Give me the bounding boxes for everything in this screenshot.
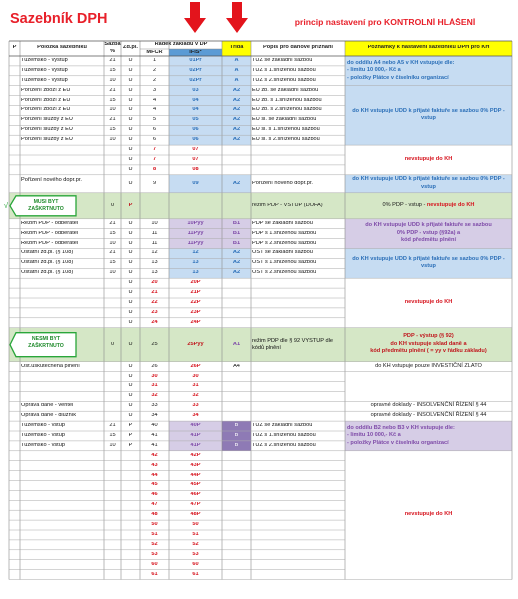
row-mfcr: 52 [151, 541, 158, 547]
row-zd: U [128, 270, 133, 276]
row-zd: U [128, 137, 133, 143]
row-ifis: 04 [192, 107, 199, 113]
row-ifis: 31 [192, 383, 199, 389]
row-zd: P [128, 442, 133, 448]
row-mfcr: 41 [151, 432, 158, 438]
row-mfcr: 5 [152, 117, 157, 123]
row-desc: EU sl. se základní sazbou [252, 117, 317, 123]
note-insolvency-1 [347, 401, 510, 411]
row-ifis: 01Pr [189, 57, 202, 63]
note-kh-b2-b3-line: do oddílu B2 nebo B3 v KH vstupuje dle: [347, 424, 455, 431]
note-udd-eu-line: do KH vstupuje UDD k přijaté faktuře se sazbou 0% PDP - vstup [352, 107, 505, 122]
row-zd: U [128, 67, 133, 73]
note-insolvency-2-line: opravné doklady - INSOLVENČNÍ ŘÍZENÍ § 44 [370, 412, 487, 419]
note-not-in-kh-2-line: nevstupuje do KH [404, 299, 453, 306]
row-desc: OST s 2.sníženou sazbou [252, 270, 317, 276]
note-kh-a4-a5-line: - položky Plátce v číselníku organizací [347, 74, 449, 81]
note-pdp-vystup-line: PDP - výstup (§ 92) [403, 333, 454, 340]
row-ifis: 13 [192, 270, 199, 276]
note-insolvency-2 [347, 411, 510, 421]
note-pdp-vystup [347, 328, 510, 362]
row-mfcr: 7 [152, 156, 157, 162]
row-zd: U [128, 280, 133, 286]
row-trida: B [234, 423, 239, 429]
row-desc: režim PDP dle § 92 VÝSTUP dle kódů plnění [252, 337, 333, 351]
row-desc: Pořízení nového dopr.pr. [252, 180, 313, 186]
note-udd-ost-line: do KH vstupuje UDD k přijaté faktuře se sazbou 0% PDP - vstup [352, 255, 505, 270]
row-rate: 21 [109, 87, 116, 93]
row-trida: B [234, 432, 239, 438]
row-ifis: 08 [192, 166, 199, 172]
note-kh-b2-b3-line: - položky Plátce v číselníku organizací [347, 439, 449, 446]
row-mfcr: 40 [151, 423, 158, 429]
row-zd: U [128, 220, 133, 226]
row-mfcr: 12 [151, 250, 158, 256]
row-rate: 15 [109, 127, 116, 133]
row-desc: EU sl. s 2.sníženou sazbou [252, 137, 320, 143]
note-not-in-kh-3 [347, 451, 510, 580]
row-zd: U [128, 166, 133, 172]
row-zd: U [128, 319, 133, 325]
row-trida: A2 [232, 87, 241, 93]
row-mfcr: 21 [151, 290, 158, 296]
callout-must-not-check: NESMÍ BÝT ZAŠKRTNUTO [28, 335, 64, 349]
row-mfcr: 11 [151, 230, 158, 236]
row-item: Oprava daně - věřitel [21, 403, 74, 409]
row-ifis: 04 [192, 97, 199, 103]
header-ifis: iFIS* [189, 50, 202, 55]
row-trida: A2 [232, 270, 241, 276]
row-rate: 21 [109, 250, 116, 256]
row-desc: TUZ se základní sazbou [252, 57, 313, 63]
note-pdp-odberatel-line: kód předmětu plnění [400, 237, 456, 244]
row-ifis: 13 [192, 260, 199, 266]
row-ifis: 26P [190, 363, 201, 369]
row-ifis: 45P [190, 482, 201, 488]
row-item: Pořízení služby z EU [21, 137, 73, 143]
row-ifis: 02Pr [189, 67, 202, 73]
row-mfcr: 6 [152, 127, 157, 133]
note-pdp-odberatel [347, 219, 510, 249]
row-item: Tuzemsko - vstup [21, 442, 65, 448]
row-mfcr: 4 [152, 107, 157, 113]
row-ifis: 05 [192, 117, 199, 123]
row-zd: U [128, 77, 133, 83]
row-zd: U [128, 403, 133, 409]
note-not-in-kh-line: nevstupuje do KH [404, 156, 453, 163]
row-zd: U [128, 383, 133, 389]
row-item: Ostatní zd.pl. (§ 108) [21, 270, 74, 276]
row-item: Tuzemsko - výstup [21, 67, 68, 73]
header-trida: Třída [229, 45, 244, 50]
row-mfcr: 11 [151, 240, 158, 246]
row-mfcr: 31 [151, 383, 158, 389]
row-trida: B [234, 442, 239, 448]
row-mfcr: 26 [151, 363, 158, 369]
row-ifis: 41P [190, 432, 201, 438]
row-mfcr: 32 [151, 393, 158, 399]
note-udd-dopr [347, 175, 510, 193]
row-zd: U [128, 393, 133, 399]
note-kh-a4-a5 [347, 56, 510, 86]
note-not-in-kh [347, 145, 510, 175]
row-ifis: 06 [192, 127, 199, 133]
note-pdp-vystup-line: do KH vstupuje sklad daně a [390, 340, 467, 347]
row-desc: OST se základní sazbou [252, 250, 313, 256]
row-ifis: 24P [190, 319, 201, 325]
row-ifis: 41P [190, 442, 201, 448]
row-mfcr: 23 [151, 309, 158, 315]
note-udd-eu [347, 86, 510, 145]
header-base-row: Řádek základu v DP [154, 42, 208, 47]
row-desc: PDP se základní sazbou [252, 220, 313, 226]
row-rate: 21 [109, 423, 116, 429]
row-zd: U [128, 117, 133, 123]
row-item: Tuzemsko - vstup [21, 432, 65, 438]
row-mfcr: 51 [151, 531, 158, 537]
row-ifis: 42P [190, 452, 201, 458]
row-trida: A2 [232, 250, 241, 256]
row-zd: U [128, 127, 133, 133]
note-kh-a4-a5-line: - limitu 10 000,- Kč a [347, 67, 401, 74]
row-item: Tuzemsko - výstup [21, 77, 68, 83]
row-item: Pořízení zboží z EU [21, 87, 71, 93]
row-mfcr: 2 [152, 77, 157, 83]
row-item: Tuzemsko - výstup [21, 57, 68, 63]
row-mfcr: 41 [151, 442, 158, 448]
row-ifis: 50 [192, 522, 199, 528]
row-ifis: 11Pyy [187, 240, 204, 246]
row-trida: A2 [232, 127, 241, 133]
row-mfcr: 34 [151, 413, 158, 419]
row-ifis: 43P [190, 462, 201, 468]
row-mfcr: 45 [151, 482, 158, 488]
note-not-in-kh-2 [347, 278, 510, 328]
row-ifis: 12 [192, 250, 199, 256]
row-mfcr: 7 [152, 147, 157, 153]
row-desc: EU zb. s 2.sníženou sazbou [252, 107, 322, 113]
header-item: Položka sazebníku [37, 45, 87, 50]
note-pdp-vstup-line [347, 202, 510, 210]
row-item: Ostatní zd.pl. (§ 108) [21, 260, 74, 266]
note-udd-ost [347, 249, 510, 279]
row-desc: EU sl. s 1.sníženou sazbou [252, 127, 320, 133]
row-zd: U [128, 373, 133, 379]
row-mfcr: 44 [151, 472, 158, 478]
note-pdp-vstup-part: 0% PDP - vstup - [382, 202, 427, 209]
row-trida: B1 [232, 240, 241, 246]
row-ifis: 61 [192, 571, 199, 577]
row-trida: A2 [232, 117, 241, 123]
row-rate: 10 [109, 77, 116, 83]
row-mfcr: 61 [151, 571, 158, 577]
row-ifis: 53 [192, 551, 199, 557]
header-zd: Zd.pl. [123, 45, 138, 50]
row-zd: U [128, 240, 133, 246]
row-ifis: 20P [190, 280, 201, 286]
note-pdp-odberatel-line: 0% PDP - vstup (§92a) a [396, 229, 461, 236]
row-mfcr: 25 [151, 341, 158, 347]
note-insolvency-1-line: opravné doklady - INSOLVENČNÍ ŘÍZENÍ § 44 [370, 402, 487, 409]
row-mfcr: 13 [151, 270, 158, 276]
row-trida: A4 [233, 363, 240, 369]
note-kh-a4-a5-line: do oddílu A4 nebo A5 v KH vstupuje dle: [347, 59, 455, 66]
header-rate-1: Sazba [104, 42, 121, 47]
row-trida: A1 [232, 341, 241, 347]
header-desc: Popis pro daňové přiznání [263, 45, 333, 50]
row-mfcr: 22 [151, 299, 158, 305]
row-ifis: 10Pyy [187, 220, 204, 226]
row-mfcr: 60 [151, 561, 158, 567]
row-trida: B1 [232, 220, 241, 226]
note-invest-gold-line: do KH vstupuje pouze INVESTIČNÍ ZLATO [375, 362, 482, 369]
row-rate: 10 [109, 442, 116, 448]
row-desc: TUZ s 1.sníženou sazbou [252, 67, 316, 73]
row-zd: U [128, 107, 133, 113]
row-rate: 15 [109, 67, 116, 73]
row-mfcr: 46 [151, 492, 158, 498]
note-kh-b2-b3-line: - limitu 10 000,- Kč a [347, 432, 401, 439]
row-mfcr: 33 [151, 403, 158, 409]
row-item: Pořízení zboží z EU [21, 107, 71, 113]
row-desc: TUZ s 1.sníženou sazbou [252, 432, 316, 438]
row-trida: A [234, 57, 239, 63]
row-desc: PDP s 2.sníženou sazbou [252, 240, 317, 246]
header-notes: Poznámky k nastavení sazebníku DPH pro KH [367, 45, 490, 50]
row-desc: PDP s 1.sníženou sazbou [252, 230, 317, 236]
row-ifis: 46P [190, 492, 201, 498]
row-ifis: 23P [190, 309, 201, 315]
row-ifis: 21P [190, 290, 201, 296]
row-rate: 10 [109, 270, 116, 276]
row-mfcr: 47 [151, 502, 158, 508]
row-ifis: 34 [192, 413, 199, 419]
row-mfcr: 10 [151, 220, 158, 226]
note-kh-b2-b3 [347, 421, 510, 451]
row-ifis: 25Pyy [187, 341, 204, 347]
row-desc: režim PDP - VSTUP (DOFA) [252, 202, 323, 208]
row-mfcr: 13 [151, 260, 158, 266]
row-rate: 15 [109, 97, 116, 103]
row-mfcr: 9 [152, 180, 157, 186]
row-rate: 21 [109, 220, 116, 226]
row-item: Režim PDP - odběratel [21, 230, 79, 236]
row-trida: A2 [232, 97, 241, 103]
page-title: Sazebník DPH [10, 12, 108, 27]
row-mfcr: 1 [152, 57, 157, 63]
callout-must-check: MUSÍ BÝT ZAŠKRTNUTO [28, 198, 64, 212]
row-mfcr: 30 [151, 373, 158, 379]
note-pdp-vstup-part: nevstupuje do KH [426, 202, 475, 209]
row-ifis: 47P [190, 502, 201, 508]
row-trida: A [234, 67, 239, 73]
row-zd: U [128, 57, 133, 63]
row-zd: U [128, 156, 133, 162]
row-zd: U [128, 230, 133, 236]
row-item: Pořízení služby z EU [21, 117, 73, 123]
row-rate: 10 [109, 137, 116, 143]
row-zd: U [128, 299, 133, 305]
row-item: Pořízení nového dopr.pr. [21, 176, 82, 183]
row-item: Režim PDP - odběratel [21, 220, 79, 226]
row-ifis: 11Pyy [187, 230, 204, 236]
row-desc: TUZ se základní sazbou [252, 423, 313, 429]
row-zd: U [128, 341, 133, 347]
row-trida: B1 [232, 230, 241, 236]
row-desc: EU zb. se základní sazbou [252, 87, 319, 93]
row-mfcr: 43 [151, 462, 158, 468]
row-desc: TUZ s 2.sníženou sazbou [252, 77, 316, 83]
row-ifis: 33 [192, 403, 199, 409]
row-rate: 15 [109, 260, 116, 266]
row-zd: U [128, 250, 133, 256]
row-zd: U [128, 413, 133, 419]
row-zd: P [128, 202, 133, 208]
row-ifis: 60 [192, 561, 199, 567]
row-ifis: 48P [190, 512, 201, 518]
row-item: Režim PDP - odběratel [21, 240, 79, 246]
row-zd: U [128, 309, 133, 315]
row-trida: A [234, 77, 239, 83]
row-mfcr: 4 [152, 97, 157, 103]
note-pdp-vystup-line: kód předmětu plnění ( = yy v řádku základu) [370, 348, 487, 355]
row-item: Pořízení zboží z EU [21, 97, 71, 103]
row-ifis: 52 [192, 541, 199, 547]
row-mfcr: 3 [152, 87, 157, 93]
row-zd: U [128, 147, 133, 153]
row-mfcr: 42 [151, 452, 158, 458]
row-mfcr: 6 [152, 137, 157, 143]
row-ifis: 44P [190, 472, 201, 478]
row-ifis: 03 [192, 87, 199, 93]
row-mfcr: 48 [151, 512, 158, 518]
row-zd: U [128, 97, 133, 103]
row-trida: A2 [232, 260, 241, 266]
row-zd: U [128, 180, 133, 186]
row-trida: A2 [232, 137, 241, 143]
row-zd: P [128, 423, 133, 429]
row-item: Ostatní zd.pl. (§ 108) [21, 250, 74, 256]
row-rate: 10 [109, 240, 116, 246]
row-ifis: 51 [192, 531, 199, 537]
row-ifis: 32 [192, 393, 199, 399]
row-item: Ost.uskutečněná plnění [21, 363, 80, 369]
note-invest-gold [347, 362, 510, 372]
row-zd: U [128, 363, 133, 369]
note-pdp-odberatel-line: do KH vstupuje UDD k přijaté faktuře se sazbou [365, 222, 492, 229]
row-item: Tuzemsko - vstup [21, 423, 65, 429]
row-ifis: 06 [192, 137, 199, 143]
row-item: Pořízení služby z EU [21, 127, 73, 133]
header-mfcr: MFČR [146, 50, 163, 55]
row-zd: U [128, 290, 133, 296]
row-rate: 10 [109, 107, 116, 113]
row-trida: A2 [232, 180, 241, 186]
row-item: Oprava daně - dlužník [21, 413, 77, 419]
row-mfcr: 53 [151, 551, 158, 557]
row-mfcr: 20 [151, 280, 158, 286]
note-udd-dopr-line: do KH vstupuje UDD k přijaté faktuře se sazbou 0% PDP - vstup [352, 176, 505, 190]
row-zd: P [128, 432, 133, 438]
row-desc: OST s 1.sníženou sazbou [252, 260, 317, 266]
row-rate: 21 [109, 57, 116, 63]
row-mfcr: 24 [151, 319, 158, 325]
row-rate: 15 [109, 230, 116, 236]
row-desc: EU zb. s 1.sníženou sazbou [252, 97, 322, 103]
row-mfcr: 2 [152, 67, 157, 73]
row-mfcr: 8 [152, 166, 157, 172]
row-ifis: 22P [190, 299, 201, 305]
row-mfcr: 50 [151, 522, 158, 528]
row-rate: 0 [110, 341, 115, 347]
row-zd: U [128, 260, 133, 266]
check-mark-icon: √ [3, 201, 9, 210]
row-ifis: 30 [192, 373, 199, 379]
header-p: P [12, 45, 17, 50]
page-subtitle: princip nastavení pro KONTROLNÍ HLÁŠENÍ [294, 18, 476, 27]
row-desc: TUZ s 2.sníženou sazbou [252, 442, 316, 448]
row-rate: 15 [109, 432, 116, 438]
row-zd: U [128, 87, 133, 93]
header-rate-2: % [110, 49, 115, 54]
note-pdp-vstup [347, 193, 510, 219]
row-rate: 21 [109, 117, 116, 123]
row-trida: A2 [232, 107, 241, 113]
row-ifis: 09 [192, 180, 199, 186]
row-ifis: 07 [192, 147, 199, 153]
row-rate: 0 [110, 202, 115, 208]
row-ifis: 40P [190, 423, 201, 429]
note-not-in-kh-3-line: nevstupuje do KH [404, 511, 453, 518]
row-ifis: 02Pr [189, 77, 202, 83]
row-ifis: 07 [192, 156, 199, 162]
